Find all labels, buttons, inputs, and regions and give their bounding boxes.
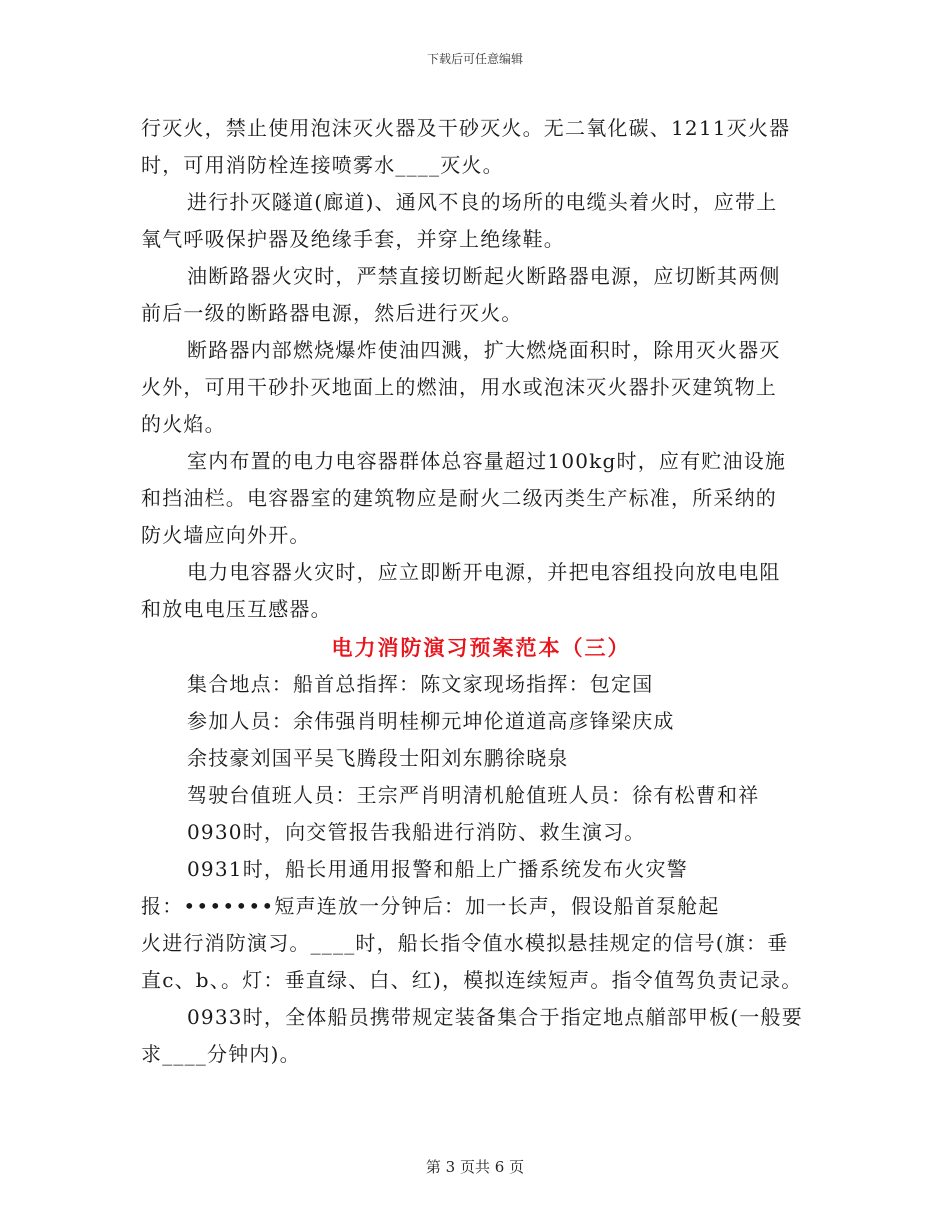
text-line: 参加人员：余伟强肖明桂柳元坤伦道道高彦锋梁庆成 [187, 709, 675, 733]
text-line: 0930时，向交管报告我船进行消防、救生演习。 [187, 820, 646, 844]
text-line: 0933时，全体船员携带规定装备集合于指定地点艏部甲板(一般要 [187, 1005, 803, 1029]
page-header: 下载后可任意编辑 [426, 52, 523, 66]
text-line: 氧气呼吸保护器及绝缘手套，并穿上绝缘鞋。 [141, 227, 565, 251]
text-line: 时，可用消防栓连接喷雾水____灭火。 [141, 153, 504, 177]
text-line: 前后一级的断路器电源，然后进行灭火。 [141, 301, 523, 325]
document-body [141, 110, 821, 1073]
text-line: 防火墙应向外开。 [141, 523, 311, 547]
text-line: 断路器内部燃烧爆炸使油四溅，扩大燃烧面积时，除用灭火器灭 [187, 338, 781, 362]
text-line: 0931时，船长用通用报警和船上广播系统发布火灾警 [187, 857, 688, 881]
text-line: 的火焰。 [141, 412, 226, 436]
text-line: 室内布置的电力电容器群体总容量超过100kg时，应有贮油设施 [187, 449, 787, 473]
text-line: 和放电电压互感器。 [141, 597, 332, 621]
text-line: 电力电容器火灾时，应立即断开电源，并把电容组投向放电电阻 [187, 560, 781, 584]
text-line: 和挡油栏。电容器室的建筑物应是耐火二级丙类生产标准，所采纳的 [141, 486, 777, 510]
section-title: 电力消防演习预案范本（三） [331, 635, 631, 660]
text-line: 余技豪刘国平吴飞腾段士阳刘东鹏徐晓泉 [187, 746, 569, 770]
text-line: 行灭火，禁止使用泡沫灭火器及干砂灭火。无二氧化碳、1211灭火器 [141, 116, 791, 140]
text-line: 进行扑灭隧道(廊道)、通风不良的场所的电缆头着火时，应带上 [187, 190, 778, 214]
text-line: 直c、b、。灯：垂直绿、白、红)，模拟连续短声。指令值驾负责记录。 [141, 968, 803, 992]
text-line: 油断路器火灾时，严禁直接切断起火断路器电源，应切断其两侧 [187, 264, 781, 288]
text-line: 火外，可用干砂扑灭地面上的燃油，用水或泡沫灭火器扑灭建筑物上 [141, 375, 777, 399]
text-line: 驾驶台值班人员：王宗严肖明清机舱值班人员：徐有松曹和祥 [187, 783, 760, 807]
text-line: 求____分钟内)。 [141, 1042, 301, 1066]
text-line: 火进行消防演习。____时，船长指令值水模拟悬挂规定的信号(旗：垂 [141, 931, 789, 955]
text-line: 集合地点：船首总指挥：陈文家现场指挥：包定国 [187, 672, 654, 696]
page-footer: 第 3 页共 6 页 [425, 1158, 525, 1176]
text-line: 报：•••••••短声连放一分钟后：加一长声，假设船首泵舱起 [141, 894, 720, 918]
